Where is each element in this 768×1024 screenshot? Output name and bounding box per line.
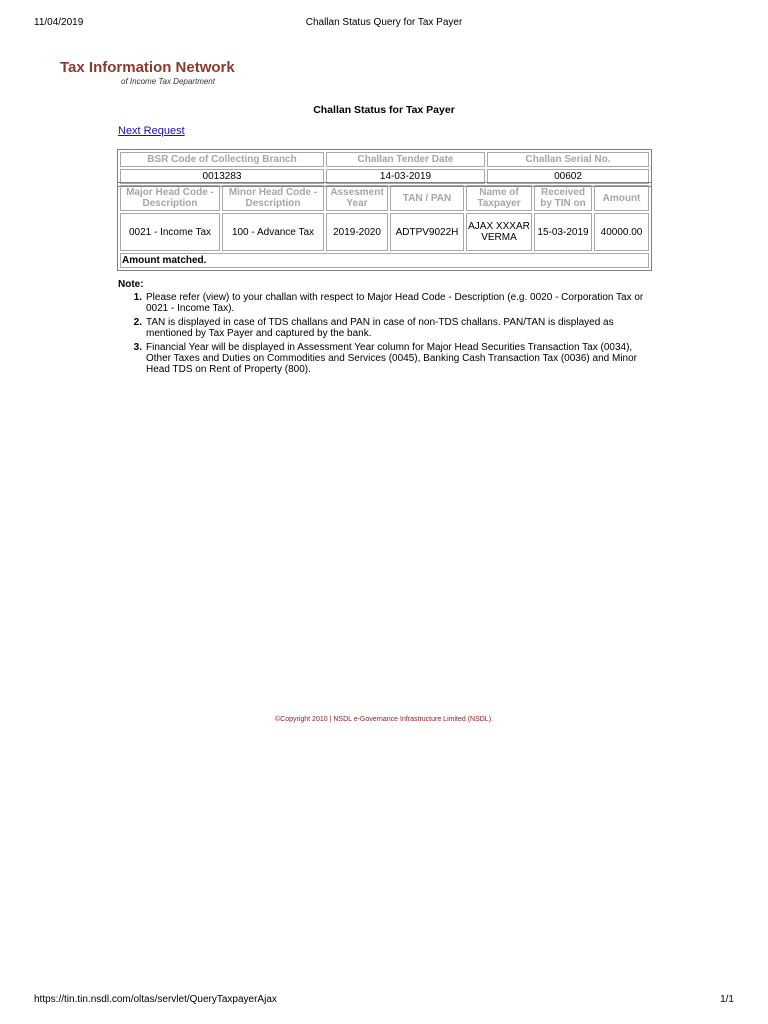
note-number: 3. <box>133 342 142 353</box>
print-footer-page: 1/1 <box>720 994 734 1005</box>
tender-date-value: 14-03-2019 <box>326 169 485 184</box>
major-head-header: Major Head Code - Description <box>120 185 220 211</box>
match-status: Amount matched. <box>120 253 649 268</box>
print-header-title: Challan Status Query for Tax Payer <box>305 17 463 28</box>
tan-pan-header: TAN / PAN <box>390 185 464 211</box>
tender-date-header: Challan Tender Date <box>326 152 485 167</box>
print-footer-url: https://tin.tin.nsdl.com/oltas/servlet/QueryTaxpayerAjax <box>34 994 277 1005</box>
bsr-code-value: 0013283 <box>120 169 324 184</box>
note-number: 1. <box>133 292 142 303</box>
serial-no-value: 00602 <box>487 169 649 184</box>
note-text: Financial Year will be displayed in Assessment Year column for Major Head Securities Transaction Tax (0034), Other Taxes and Duties on Commodities and Services (0045), Banking Cash Transaction Tax (0036) and Minor Head TDS on Rent of Property (800). <box>146 342 637 375</box>
copyright-notice: ©Copyright 2010 | NSDL e-Governance Infrastructure Limited (NSDL). <box>275 716 493 723</box>
table-header-row <box>120 152 649 167</box>
minor-head-header: Minor Head Code - Description <box>222 185 324 211</box>
amount-value: 40000.00 <box>594 213 649 251</box>
received-on-header: Received by TIN on <box>534 185 592 211</box>
note-number: 2. <box>133 317 142 328</box>
print-header-date: 11/04/2019 <box>34 17 84 28</box>
assessment-year-header: Assesment Year <box>326 185 388 211</box>
tan-pan-value: ADTPV9022H <box>390 213 464 251</box>
list-item <box>124 317 654 339</box>
note-label: Note: <box>118 279 144 290</box>
minor-head-value: 100 - Advance Tax <box>222 213 324 251</box>
status-row <box>120 253 649 268</box>
assessment-year-value: 2019-2020 <box>326 213 388 251</box>
note-text: TAN is displayed in case of TDS challans and PAN in case of non-TDS challans. PAN/TAN is displayed as mentioned by Tax Payer and captured by the bank. <box>146 317 614 339</box>
brand-logo-text[interactable]: Tax Information Network <box>60 59 235 76</box>
amount-header: Amount <box>594 185 649 211</box>
taxpayer-name-header: Name of Taxpayer <box>466 185 532 211</box>
serial-no-header: Challan Serial No. <box>487 152 649 167</box>
received-on-value: 15-03-2019 <box>534 213 592 251</box>
taxpayer-name-value: AJAX XXXAR VERMA <box>466 213 532 251</box>
list-item <box>124 342 654 375</box>
next-request-link[interactable]: Next Request <box>118 125 185 137</box>
table-header-row <box>120 185 649 211</box>
bsr-code-header: BSR Code of Collecting Branch <box>120 152 324 167</box>
brand-subtitle: of Income Tax Department <box>121 77 215 86</box>
table-row <box>120 213 649 251</box>
major-head-value: 0021 - Income Tax <box>120 213 220 251</box>
challan-details-table <box>117 182 652 271</box>
note-text: Please refer (view) to your challan with respect to Major Head Code - Description (e.g. 0020 - Corporation Tax or 0021 - Income Tax). <box>146 292 644 314</box>
page-title: Challan Status for Tax Payer <box>313 104 455 116</box>
notes-list <box>124 292 654 378</box>
list-item <box>124 292 654 314</box>
